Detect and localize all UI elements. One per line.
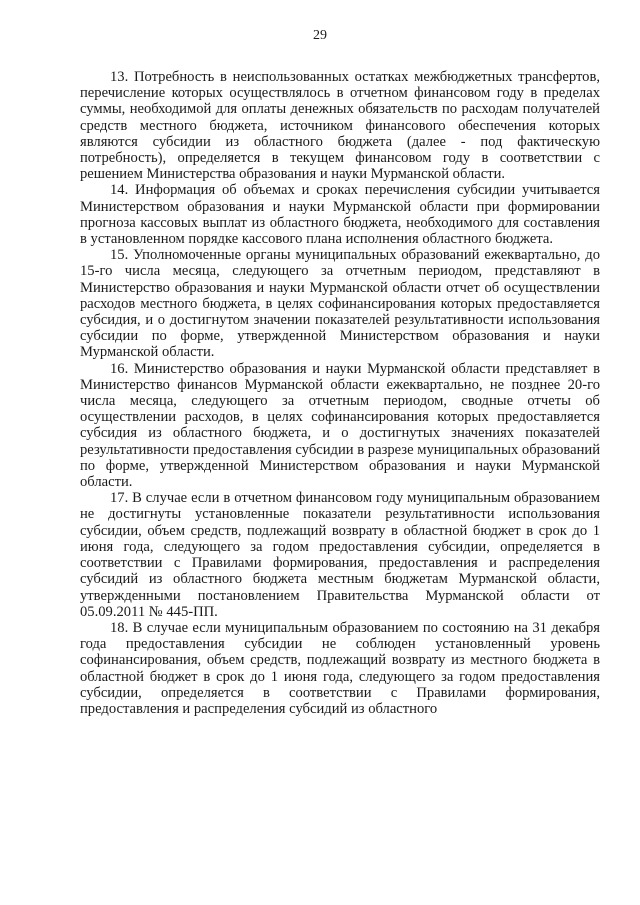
paragraph-14: 14. Информация об объемах и сроках перечисления субсидии учитывается Министерством образования и науки Мурманской области при формировании прогноза кассовых выплат из областного бюджета, необходимого для составления в установленном порядке кассового плана исполнения областного бюджета. (80, 182, 600, 248)
paragraph-16: 16. Министерство образования и науки Мурманской области представляет в Министерство финансов Мурманской области ежеквартально, не позднее 20-го числа месяца, следующего за отчетным периодом, сводные отчеты об осуществлении расходов, в целях софинансирования которых предоставляется субсидия из областного бюджета, и о достигнутых значениях показателей результативности предоставления субсидии в разрезе муниципальных образований по форме, утвержденной Министерством образования и науки Мурманской области. (80, 360, 600, 491)
document-body (80, 69, 600, 717)
page-number: 29 (313, 28, 327, 43)
paragraph-13: 13. Потребность в неиспользованных остатках межбюджетных трансфертов, перечисление которых осуществлялось в отчетном финансовом году в пределах суммы, необходимой для оплаты денежных обязательств по расходам получателей средств местного бюджета, источником финансового обеспечения которых являются субсидии из областного бюджета (далее - под фактическую потребность), определяется в текущем финансовом году в соответствии с решением Министерства образования и науки Мурманской области. (80, 69, 600, 183)
paragraph-17: 17. В случае если в отчетном финансовом году муниципальным образованием не достигнуты установленные показатели результативности использования субсидии, объем средств, подлежащий возврату в областной бюджет в срок до 1 июня года, следующего за годом предоставления субсидии, определяется в соответствии с Правилами формирования, предоставления и распределения субсидий из областного бюджета местным бюджетам Мурманской области, утвержденными постановлением Правительства Мурманской области от 05.09.2011 № 445-ПП. (80, 490, 600, 620)
paragraph-18: 18. В случае если муниципальным образованием по состоянию на 31 декабря года предоставления субсидии не соблюден установленный уровень софинансирования, объем средств, подлежащий возврату из местного бюджета в областной бюджет в срок до 1 июня года, следующего за годом предоставления субсидии, определяется в соответствии с Правилами формирования, предоставления и распределения субсидий из областного (80, 619, 600, 717)
paragraph-15: 15. Уполномоченные органы муниципальных образований ежеквартально, до 15-го числа месяца, следующего за отчетным периодом, представляют в Министерство образования и науки Мурманской области отчет об осуществлении расходов местного бюджета, в целях софинансирования которых предоставляется субсидия, и о достигнутом значении показателей результативности использования субсидии по форме, утвержденной Министерством образования и науки Мурманской области. (80, 247, 600, 361)
